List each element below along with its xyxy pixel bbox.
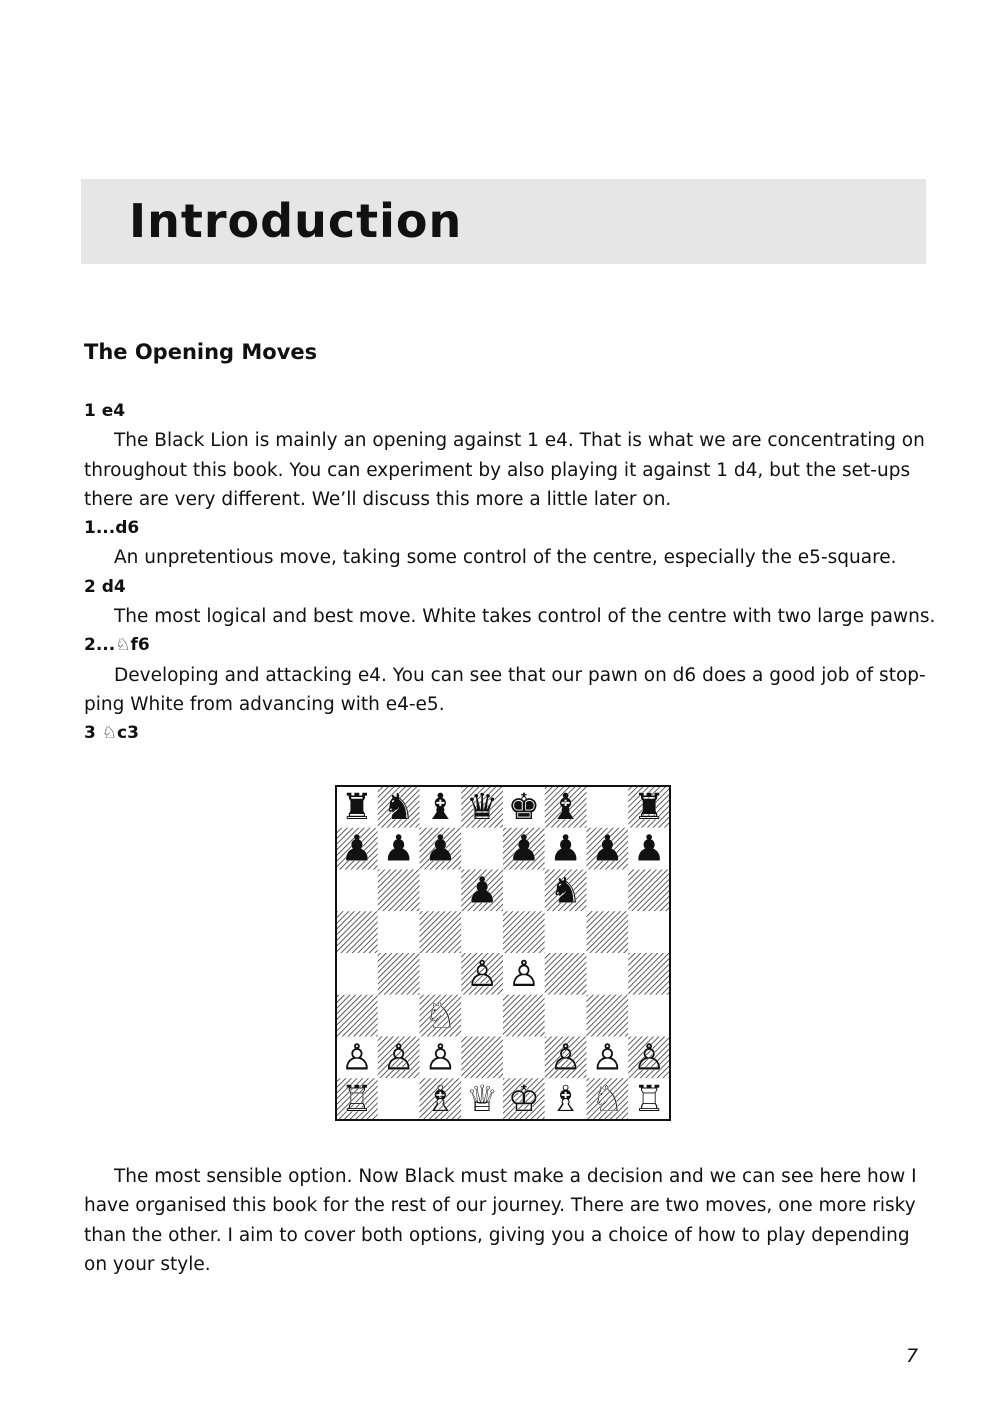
white-pawn-icon: ♙	[465, 953, 499, 995]
dark-square	[503, 911, 545, 953]
chapter-title-band	[81, 179, 926, 264]
light-square	[461, 828, 503, 870]
white-pawn-icon: ♙	[591, 1037, 624, 1079]
dark-square	[336, 911, 378, 953]
white-pawn-icon: ♙	[424, 1037, 457, 1079]
black-queen-icon: ♛	[465, 786, 499, 828]
white-pawn-icon: ♙	[507, 953, 541, 995]
light-square	[503, 1037, 545, 1079]
light-square	[628, 995, 670, 1037]
white-pawn-icon: ♙	[340, 1037, 374, 1079]
knight-icon: ♘	[115, 635, 131, 656]
white-bishop-icon: ♗	[424, 1079, 457, 1121]
white-knight-icon: ♘	[424, 995, 457, 1037]
white-bishop-icon: ♗	[549, 1079, 582, 1121]
paragraph-line: The most sensible option. Now Black must make a decision and we can see here how I	[114, 1166, 917, 1187]
light-square	[420, 953, 462, 995]
commentary-line: The most logical and best move. White takes control of the centre with two large pawns.	[114, 606, 936, 628]
page-number: 7	[906, 1345, 919, 1367]
white-pawn-icon: ♙	[632, 1037, 666, 1079]
white-queen-icon: ♕	[465, 1079, 499, 1121]
chapter-title: Introduction	[129, 194, 463, 248]
move-commentary	[84, 397, 936, 749]
black-pawn-icon: ♟	[632, 828, 666, 870]
move-number: 3	[84, 723, 102, 744]
black-pawn-icon: ♟	[424, 828, 457, 870]
move-notation	[84, 573, 914, 602]
light-square	[545, 995, 587, 1037]
light-square	[378, 911, 420, 953]
dark-square	[545, 953, 587, 995]
move-square: c3	[117, 723, 139, 744]
white-rook-icon: ♖	[632, 1079, 666, 1121]
commentary-line: Developing and attacking e4. You can see that our pawn on d6 does a good job of stop-	[114, 664, 926, 686]
knight-icon: ♘	[101, 723, 117, 744]
commentary-line: An unpretentious move, taking some control of the centre, especially the e5-square.	[114, 547, 897, 569]
commentary-line: throughout this book. You can experiment by also playing it against 1 d4, but the set-ups	[84, 459, 911, 481]
light-square	[461, 911, 503, 953]
black-knight-icon: ♞	[382, 786, 415, 828]
chess-board	[334, 784, 674, 1122]
move-number: 2...	[84, 635, 116, 656]
white-pawn-icon: ♙	[382, 1037, 415, 1079]
black-bishop-icon: ♝	[424, 786, 457, 828]
light-square	[545, 911, 587, 953]
black-pawn-icon: ♟	[340, 828, 374, 870]
black-rook-icon: ♜	[632, 786, 666, 828]
move-notation	[84, 631, 914, 660]
black-pawn-icon: ♟	[465, 870, 499, 912]
move-number: 2 d4	[84, 576, 126, 597]
light-square	[503, 870, 545, 912]
commentary-line: The Black Lion is mainly an opening against 1 e4. That is what we are concentrating on	[114, 430, 925, 452]
commentary-line: there are very different. We’ll discuss this more a little later on.	[84, 488, 672, 510]
black-rook-icon: ♜	[340, 786, 374, 828]
dark-square	[378, 953, 420, 995]
light-square	[336, 870, 378, 912]
black-pawn-icon: ♟	[507, 828, 541, 870]
light-square	[420, 870, 462, 912]
dark-square	[628, 870, 670, 912]
move-number: 1...d6	[84, 518, 140, 539]
move-notation	[84, 719, 914, 748]
move-notation	[84, 397, 914, 426]
white-pawn-icon: ♙	[549, 1037, 582, 1079]
section-heading: The Opening Moves	[84, 340, 318, 364]
white-knight-icon: ♘	[591, 1079, 624, 1121]
light-square	[461, 995, 503, 1037]
black-knight-icon: ♞	[549, 870, 582, 912]
light-square	[587, 953, 629, 995]
dark-square	[336, 995, 378, 1037]
move-notation	[84, 514, 914, 543]
black-king-icon: ♚	[507, 786, 541, 828]
light-square	[378, 1078, 420, 1120]
dark-square	[628, 953, 670, 995]
paragraph-line: on your style.	[84, 1253, 211, 1275]
commentary-line: ping White from advancing with e4-e5.	[84, 693, 445, 715]
dark-square	[420, 911, 462, 953]
post-diagram-paragraph	[84, 1162, 917, 1279]
light-square	[587, 786, 629, 828]
paragraph-line: have organised this book for the rest of our journey. There are two moves, one more risky	[84, 1195, 916, 1217]
white-rook-icon: ♖	[340, 1079, 374, 1121]
black-pawn-icon: ♟	[382, 828, 415, 870]
dark-square	[461, 1037, 503, 1079]
black-pawn-icon: ♟	[549, 828, 582, 870]
paragraph-line: than the other. I aim to cover both options, giving you a choice of how to play depending	[84, 1224, 910, 1246]
black-pawn-icon: ♟	[591, 828, 624, 870]
light-square	[336, 953, 378, 995]
light-square	[628, 911, 670, 953]
dark-square	[587, 911, 629, 953]
black-bishop-icon: ♝	[549, 786, 582, 828]
dark-square	[503, 995, 545, 1037]
move-number: 1 e4	[84, 401, 126, 421]
light-square	[587, 870, 629, 912]
white-king-icon: ♔	[507, 1079, 541, 1121]
dark-square	[587, 995, 629, 1037]
move-square: f6	[130, 635, 150, 656]
light-square	[378, 995, 420, 1037]
chess-diagram	[334, 784, 674, 1122]
dark-square	[378, 870, 420, 912]
